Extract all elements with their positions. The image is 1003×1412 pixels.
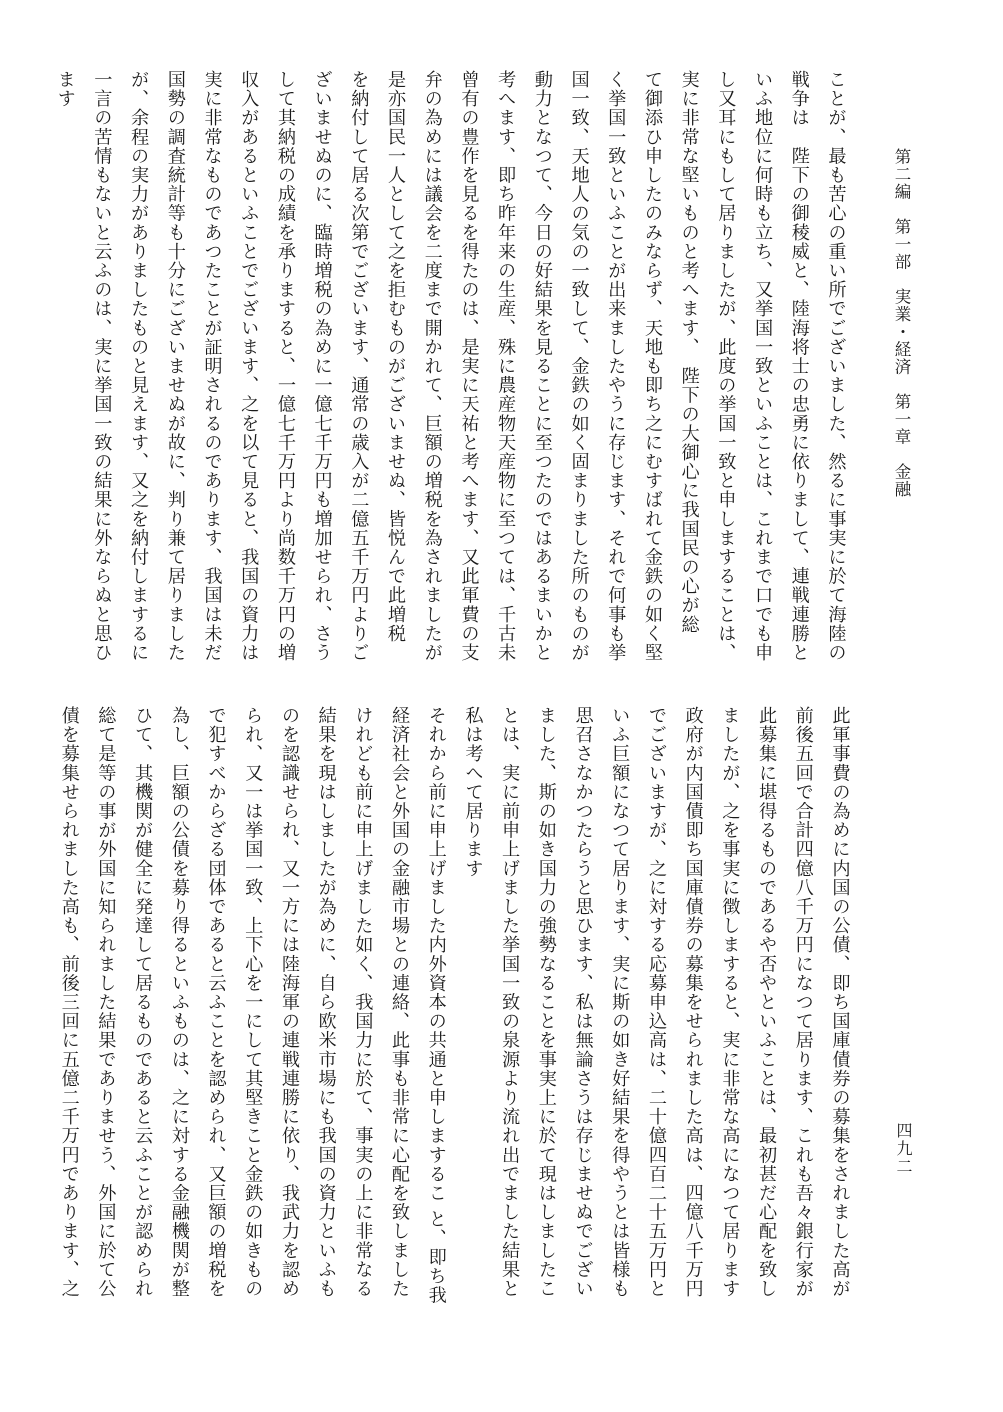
lower-text-block — [50, 706, 857, 1366]
text-column: ます — [54, 70, 76, 109]
text-column: 弁の為めには議会を二度まで開かれて、巨額の増税を為されましたが — [421, 70, 443, 663]
upper-text-block — [46, 70, 853, 663]
page-number: 四九二 — [894, 1122, 913, 1176]
text-column: 実に非常なものであつたことが証明されるのであります、我国は未だ — [201, 70, 223, 663]
text-column: 収入があるといふことでございます、之を以て見ると、我国の資力は — [238, 70, 260, 663]
text-column: ことが、最も苦心の重い所でございました、然るに事実に於て海陸の — [825, 70, 847, 663]
text-column: 国勢の調査統計等も十分にございませぬが故に、判り兼て居りました — [164, 70, 186, 663]
text-column: ましたが、之を事実に徴しますると、実に非常な高になつて居ります — [719, 706, 741, 1299]
text-column: し又耳にもして居りましたが、此度の挙国一致と申しますることは、 — [715, 70, 737, 663]
text-column: く挙国一致といふことが出来ましたやうに存じます、それで何事も挙 — [605, 70, 627, 663]
text-column: られ、又一は挙国一致、上下心を一にして其堅きこと金鉄の如きもの — [242, 706, 264, 1299]
text-column: 是亦国民一人として之を拒むものがございませぬ、皆悦んで此増税 — [385, 70, 407, 643]
text-column: 国一致、天地人の気の一致して、金鉄の如く固まりました所のものが — [568, 70, 590, 663]
text-column: て御添ひ申したのみならず、天地も即ち之にむすばれて金鉄の如く堅 — [641, 70, 663, 663]
text-column: を納付して居る次第でございます、通常の歳入が二億五千万円よりご — [348, 70, 370, 663]
running-header: 第二編 第一部 実業・経済 第一章 金融 — [892, 148, 911, 498]
text-column: 私は考へて居ります — [462, 706, 484, 878]
text-column: 実に非常な堅いものと考へます、 陛下の大御心に我国民の心が総 — [678, 70, 700, 634]
text-column: が、余程の実力がありましたものと見えます、又之を納付しまするに — [128, 70, 150, 663]
text-column: 動力となつて、今日の好結果を見ることに至つたのではあるまいかと — [531, 70, 553, 663]
text-column: でございますが、之に対する応募申込高は、二十億四百二十五万円と — [645, 706, 667, 1299]
text-column: 一言の苦情もないと云ふのは、実に挙国一致の結果に外ならぬと思ひ — [91, 70, 113, 663]
text-column: それから前に申上げました内外資本の共通と申しまするこ と、即ち我 — [425, 706, 447, 1305]
text-column: いふ巨額になつて居ります、実に斯の如き好結果を得やうとは皆様も — [609, 706, 631, 1299]
text-column: とは、実に前申上げました挙国一致の泉源より流れ出でました結果と — [499, 706, 521, 1299]
text-column: して其納税の成績を承りますると、一億七千万円より尚数千万円の増 — [274, 70, 296, 663]
text-column: いふ地位に何時も立ち、又挙国一致といふことは、これまで口でも申 — [752, 70, 774, 663]
text-column: 考へます、即ち昨年来の生産、殊に農産物天産物に至つては、千古未 — [495, 70, 517, 663]
text-column: けれども前に申上げました如く、我国力に於て、事実の上に非常なる — [352, 706, 374, 1299]
text-column: 曾有の豊作を見るを得たのは、是実に天祐と考へます、又此軍費の支 — [458, 70, 480, 663]
text-column: 前後五回で合計四億八千万円になつて居ります、これも吾々銀行家が — [792, 706, 814, 1299]
text-column: 思召さなかつたらうと思ひます、私は無論さうは存じませぬでござい — [572, 706, 594, 1299]
text-column: ました、斯の如き国力の強勢なることを事実上に於て現はしましたこ — [535, 706, 557, 1299]
text-column: 経済社会と外国の金融市場との連絡、此事も非常に心配を致しました — [389, 706, 411, 1299]
text-column: 総て是等の事が外国に知られました結果でありませう、外国に於て公 — [95, 706, 117, 1299]
text-column: 債を募集せられました高も、前後三回に五億二千万円であります、之 — [58, 706, 80, 1299]
text-column: のを認識せられ、又一方には陸海軍の連戦連勝に依り、我武力を認め — [278, 706, 300, 1299]
text-column: ひて、其機関が健全に発達して居るものであると云ふことが認められ — [132, 706, 154, 1299]
text-column: 政府が内国債即ち国庫債券の募集をせられました高は、四億八千万円 — [682, 706, 704, 1299]
text-column: 為し、巨額の公債を募り得るといふものは、之に対する金融機関が整 — [168, 706, 190, 1299]
text-column: 戦争は 陛下の御稜威と、陸海将士の忠勇に依りまして、連戦連勝と — [788, 70, 810, 663]
text-column: で犯すべからざる団体であると云ふことを認められ、又巨額の増税を — [205, 706, 227, 1299]
text-column: 結果を現はしましたが為めに、自ら欧米市場にも我国の資力といふも — [315, 706, 337, 1299]
text-column: 此募集に堪得るものであるや否やといふことは、最初甚だ心配を致し — [756, 706, 778, 1299]
text-column: ざいませぬのに、臨時増税の為めに一億七千万円も増加せられ、さう — [311, 70, 333, 663]
text-column: 此軍事費の為めに内国の公債、即ち国庫債券の募集をされました高が — [829, 706, 851, 1299]
